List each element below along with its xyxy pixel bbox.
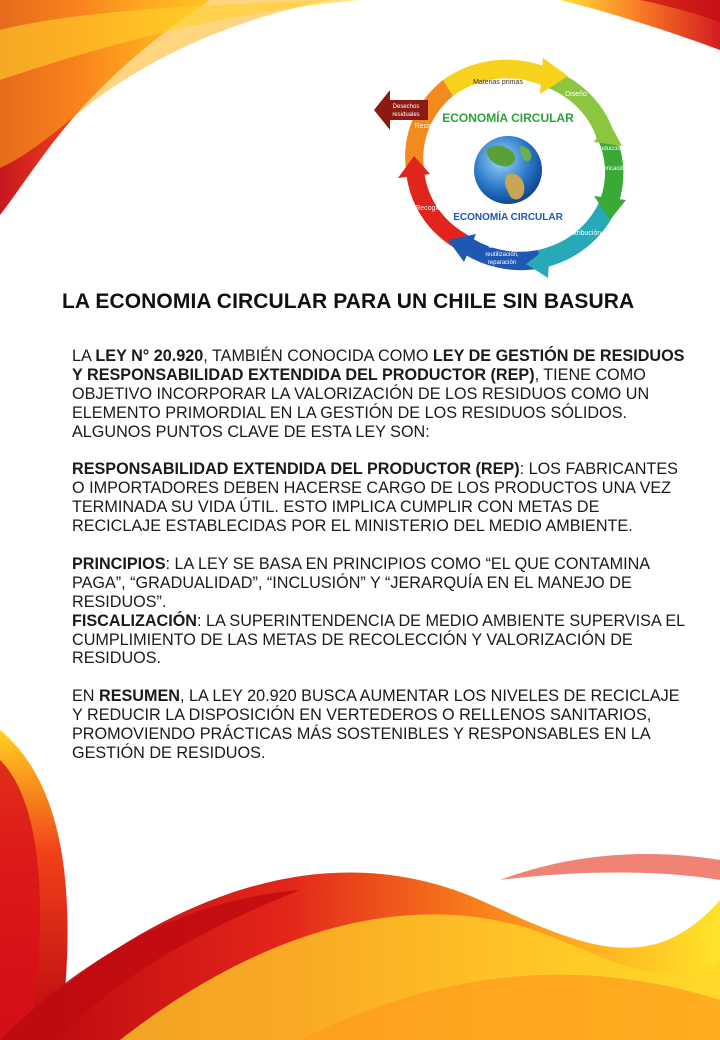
arc-materias-primas	[443, 60, 553, 96]
stage-recogida: Recogida	[415, 205, 445, 212]
stage-materias-primas: Materias primas	[473, 79, 523, 86]
paragraph-fiscalizacion: FISCALIZACIÓN: LA SUPERINTENDENCIA DE MEDIO AMBIENTE SUPERVISA EL CUMPLIMIENTO DE LAS METAS DE RECOLECCIÓN Y VALORIZACIÓN DE RESIDUOS.	[72, 611, 685, 668]
stage-consumo-1: Consumo,	[488, 244, 516, 250]
stage-distribucion: Distribución	[564, 230, 602, 237]
center-label-top: ECONOMÍA CIRCULAR	[442, 111, 574, 125]
stage-consumo-3: reparación	[487, 260, 517, 266]
paragraph-principios: PRINCIPIOS: LA LEY SE BASA EN PRINCIPIOS COMO “EL QUE CONTAMINA PAGA”, “GRADUALIDAD”, “INCLUSIÓN” Y “JERARQUÍA EN EL MANEJO DE RESIDUOS”.	[72, 554, 650, 611]
residuos-label-1: Desechos	[392, 104, 420, 110]
stage-diseno: Diseño	[565, 91, 587, 98]
paragraph-ley: LA LEY N° 20.920, TAMBIÉN CONOCIDA COMO LEY DE GESTIÓN DE RESIDUOS Y RESPONSABILIDAD EXTENDIDA DEL PRODUCTOR (REP), TIENE COMO OBJETIVO INCORPORAR LA VALORIZACIÓN DE LOS RESIDUOS COMO UN ELEMENTO PRIMORDIAL EN LA GESTIÓN DE LOS RESIDUOS SÓLIDOS. ALGUNOS PUNTOS CLAVE DE ESTA LEY SON:	[72, 347, 685, 441]
circular-economy-diagram	[368, 50, 648, 280]
stage-produccion: Producción	[593, 146, 625, 152]
paragraph-resumen: EN RESUMEN, LA LEY 20.920 BUSCA AUMENTAR LOS NIVELES DE RECICLAJE Y REDUCIR LA DISPOSICIÓN EN VERTEDEROS O RELLENOS SANITARIOS, PROMOVIENDO PRÁCTICAS MÁS SOSTENIBLES Y RESPONSABLES EN LA GESTIÓN DE RESIDUOS.	[72, 687, 680, 762]
stage-consumo-2: reutilización,	[485, 252, 519, 258]
paragraph-rep: RESPONSABILIDAD EXTENDIDA DEL PRODUCTOR (REP): LOS FABRICANTES O IMPORTADORES DEBEN HACERSE CARGO DE LOS PRODUCTOS UNA VEZ TERMINADA SU VIDA ÚTIL. ESTO IMPLICA CUMPLIR CON METAS DE RECICLAJE ESTABLECIDAS POR EL MINISTERIO DEL MEDIO AMBIENTE.	[72, 460, 678, 536]
page-title: LA ECONOMIA CIRCULAR PARA UN CHILE SIN BASURA	[62, 290, 635, 313]
globe-icon	[474, 136, 542, 204]
residuos-label-2: residuales	[392, 112, 420, 118]
stage-reciclado: Reciclado	[414, 123, 446, 130]
document-body	[72, 347, 690, 763]
stage-produccion-2: Refabricación	[590, 166, 628, 172]
center-label-bottom: ECONOMÍA CIRCULAR	[453, 212, 563, 223]
